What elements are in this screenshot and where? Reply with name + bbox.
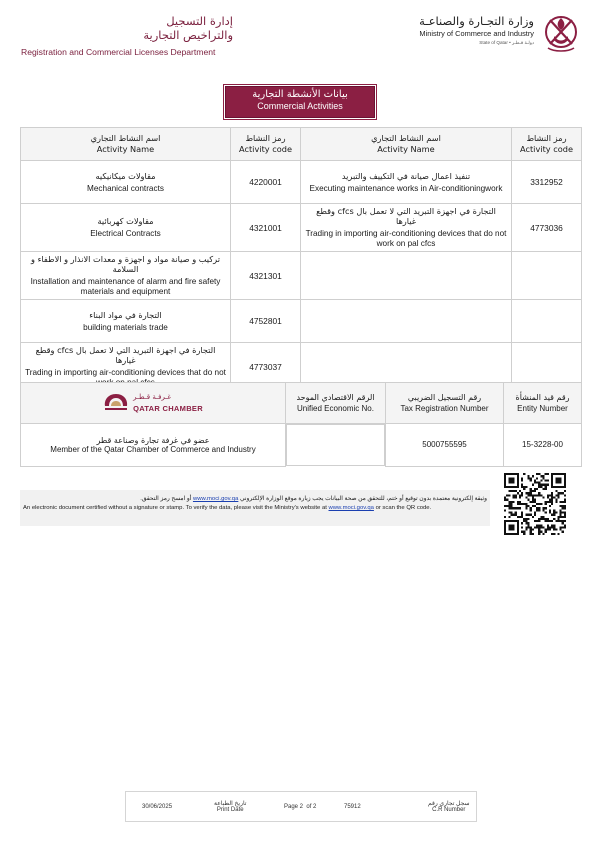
- activities-table: [20, 127, 582, 391]
- unified-economic-no-value: [286, 424, 385, 466]
- ministry-website-link[interactable]: www.moci.gov.qa: [328, 505, 374, 511]
- header-entity-number: رقم قيد المنشأة Entity Number: [504, 383, 582, 424]
- header-unified-economic-no: الرقم الاقتصادي الموحد Unified Economic No.: [286, 383, 386, 424]
- qatar-chamber-icon: [103, 392, 129, 414]
- header-tax-registration: رقم التسجيل الضريبي Tax Registration Number: [386, 383, 504, 424]
- header-activity-code-left: رمز النشاط Activity code: [231, 128, 301, 161]
- chamber-logo-ar: غـرفـة قـطـر: [133, 393, 172, 401]
- activity-name-cell: مقاولات كهربائية Electrical Contracts: [21, 204, 231, 252]
- page-footer: [125, 791, 477, 822]
- empty-cell: [301, 252, 512, 300]
- activity-name-cell: التجارة في مواد البناء building materials trade: [21, 300, 231, 343]
- chamber-logo-en: QATAR CHAMBER: [133, 404, 203, 413]
- page-number: Page 2 of 2: [284, 803, 317, 810]
- ministry-header: [419, 12, 580, 58]
- activity-code-cell: 4321301: [231, 252, 301, 300]
- table-row: [21, 252, 582, 300]
- department-header: [21, 14, 233, 57]
- print-date-value: 30/06/2025: [142, 803, 173, 810]
- print-date-label: تاريخ الطباعة Print Date: [214, 801, 247, 813]
- qr-code-icon[interactable]: [504, 473, 566, 535]
- cr-number-value: 75912: [344, 803, 361, 810]
- table-row: [21, 300, 582, 343]
- chamber-membership: عضو في غرفة تجارة وصناعة قطر Member of the Qatar Chamber of Commerce and Industry: [21, 424, 286, 467]
- section-title-en: Commercial Activities: [257, 101, 343, 111]
- header-activity-name-left: اسم النشاط التجاري Activity Name: [21, 128, 231, 161]
- activity-code-cell: 3312952: [512, 161, 582, 204]
- header-activity-name-right: اسم النشاط التجاري Activity Name: [301, 128, 512, 161]
- notice-ar: وثيقة إلكترونية معتمدة بدون توقيع أو ختم، للتحقق من صحة البيانات يجب زيارة موقع الوزارة الإلكتروني www.moci.gov.qa أو امسح رمز التحقق.: [140, 496, 487, 502]
- empty-cell: [512, 252, 582, 300]
- activity-name-cell: تنفيذ اعمال صيانة في التكييف والتبريد Executing maintenance works in Air-conditioningwork: [301, 161, 512, 204]
- header-activity-code-right: رمز النشاط Activity code: [512, 128, 582, 161]
- tax-registration-value: 5000755595: [386, 424, 504, 467]
- activity-code-cell: 4773036: [512, 204, 582, 252]
- activity-code-cell: 4752801: [231, 300, 301, 343]
- table-row: [21, 204, 582, 252]
- qatar-chamber-logo: [21, 383, 286, 424]
- ministry-name-en: Ministry of Commerce and Industry: [419, 29, 534, 38]
- activity-name-cell: مقاولات ميكانيكيه Mechanical contracts: [21, 161, 231, 204]
- section-title-ar: بيانات الأنشطة التجارية: [252, 89, 348, 100]
- activity-name-cell: التجارة في اجهزة التبريد التي لا تعمل بال cfcs وقطع غيارها Trading in importing air-conditioning devices that do not: [21, 343, 231, 391]
- empty-cell: [301, 300, 512, 343]
- section-title-banner: [225, 86, 375, 118]
- notice-en: An electronic document certified without a signature or stamp. To verify the data, please visit the Ministry's website at www.moci.gov.qa or scan the QR code.: [23, 505, 432, 511]
- state-of-qatar: State of Qatar • دولـة قـطـر: [479, 40, 534, 45]
- department-name-en: Registration and Commercial Licenses Department: [21, 47, 216, 57]
- activities-header-row: [21, 128, 582, 161]
- activity-code-cell: 4773037: [231, 343, 301, 391]
- activity-code-cell: 4220001: [231, 161, 301, 204]
- ministry-website-link[interactable]: www.moci.gov.qa: [192, 496, 239, 502]
- ministry-name-ar: وزارة التجـارة والصناعـة: [419, 14, 534, 28]
- activity-code-cell: 4321001: [231, 204, 301, 252]
- activity-name-cell: التجارة في اجهزة التبريد التي لا تعمل بال cfcs وقطع غيارها Trading in importing air-conditioning devices that do not work on pal cfcs: [301, 204, 512, 252]
- chamber-header-row: [21, 383, 582, 424]
- activity-name-cell: تركيب و صيانة مواد و اجهزة و معدات الانذار و الاطفاء و السلامة Installation and maintenance of alarm and fire safety materials and equipment: [21, 252, 231, 300]
- empty-cell: [512, 300, 582, 343]
- qatar-emblem-icon: [542, 12, 580, 58]
- cr-number-label: سجل تجاري رقم C.R Number: [428, 801, 470, 813]
- chamber-value-row: [21, 424, 582, 467]
- table-row: [21, 161, 582, 204]
- chamber-table: [20, 382, 582, 467]
- department-name-ar: إدارة التسجيل والتراخيص التجارية: [143, 14, 233, 42]
- e-document-notice: [20, 490, 490, 526]
- entity-number-value: 15-3228-00: [504, 424, 582, 467]
